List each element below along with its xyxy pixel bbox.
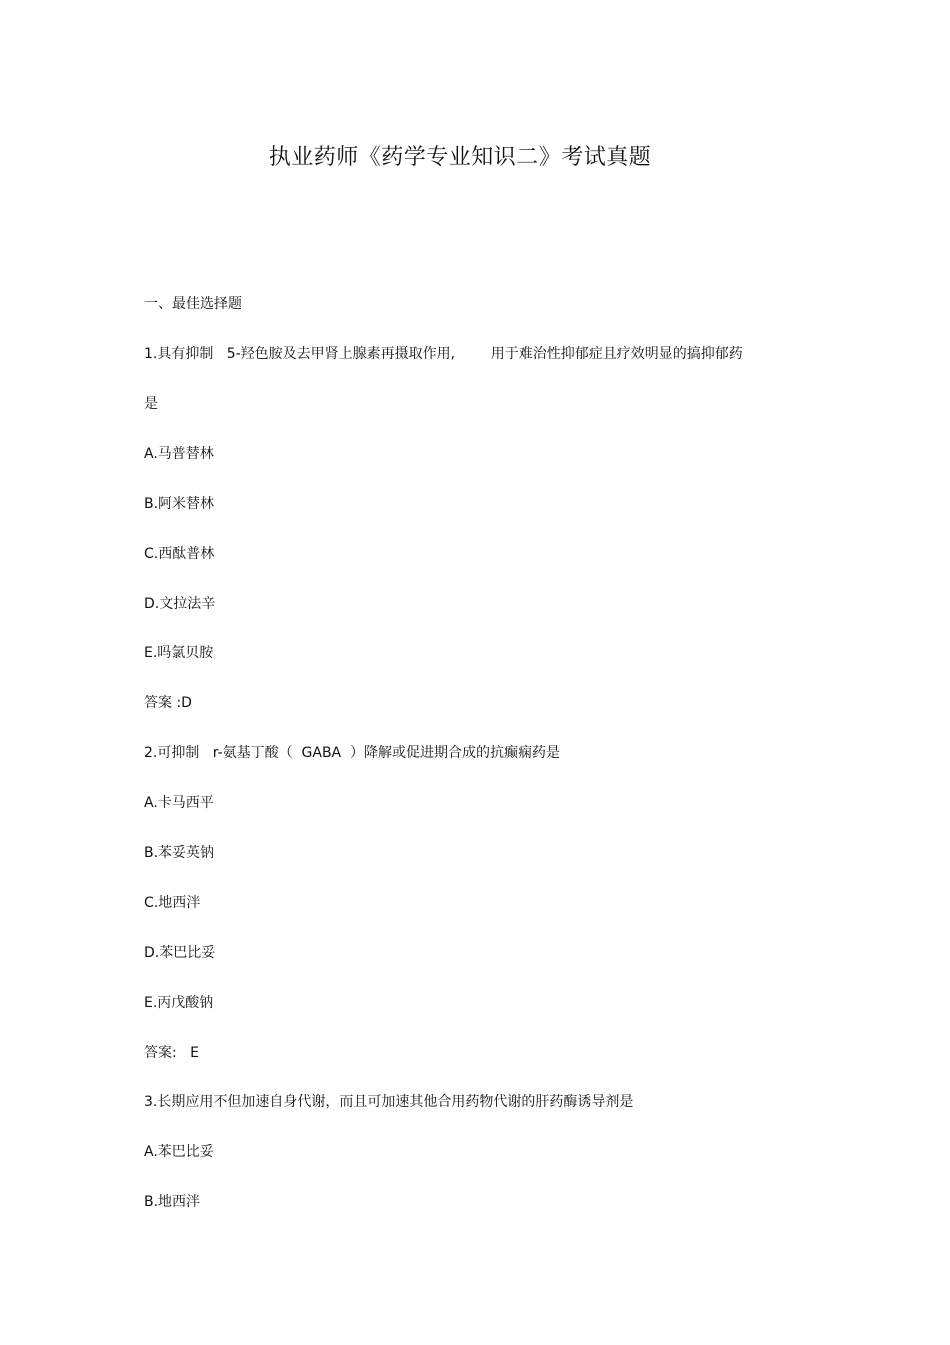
question-2-option-c: C.地西泮 <box>144 895 201 911</box>
question-3-stem: 3.长期应用不但加速自身代谢，而且可加速其他合用药物代谢的肝药酶诱导剂是 <box>144 1094 634 1110</box>
question-1-option-c: C.西酞普林 <box>144 546 215 562</box>
question-2-option-b: B.苯妥英钠 <box>144 845 215 861</box>
question-2-option-d: D.苯巴比妥 <box>144 945 216 961</box>
question-2-answer: 答案: E <box>144 1045 199 1061</box>
section-heading: 一、最佳选择题 <box>144 296 242 312</box>
question-1-option-b: B.阿米替林 <box>144 496 215 512</box>
question-2-stem: 2.可抑制 r-氨基丁酸（ GABA ）降解或促进期合成的抗癫痫药是 <box>144 745 561 761</box>
question-1-answer: 答案 :D <box>144 695 192 711</box>
question-1-option-d: D.文拉法辛 <box>144 596 216 612</box>
question-3-option-b: B.地西泮 <box>144 1194 201 1210</box>
question-1-option-a: A.马普替林 <box>144 446 214 462</box>
question-1-option-e: E.吗氯贝胺 <box>144 645 214 661</box>
question-2-option-e: E.丙戊酸钠 <box>144 995 214 1011</box>
question-2-option-a: A.卡马西平 <box>144 795 214 811</box>
question-1-stem-continued: 是 <box>144 396 158 412</box>
question-3-option-a: A.苯巴比妥 <box>144 1144 214 1160</box>
question-1-stem: 1.具有抑制 5-羟色胺及去甲肾上腺素再摄取作用, 用于难治性抑郁症且疗效明显的搞抑郁药 <box>144 346 743 362</box>
page-title: 执业药师《药学专业知识二》考试真题 <box>268 145 652 170</box>
